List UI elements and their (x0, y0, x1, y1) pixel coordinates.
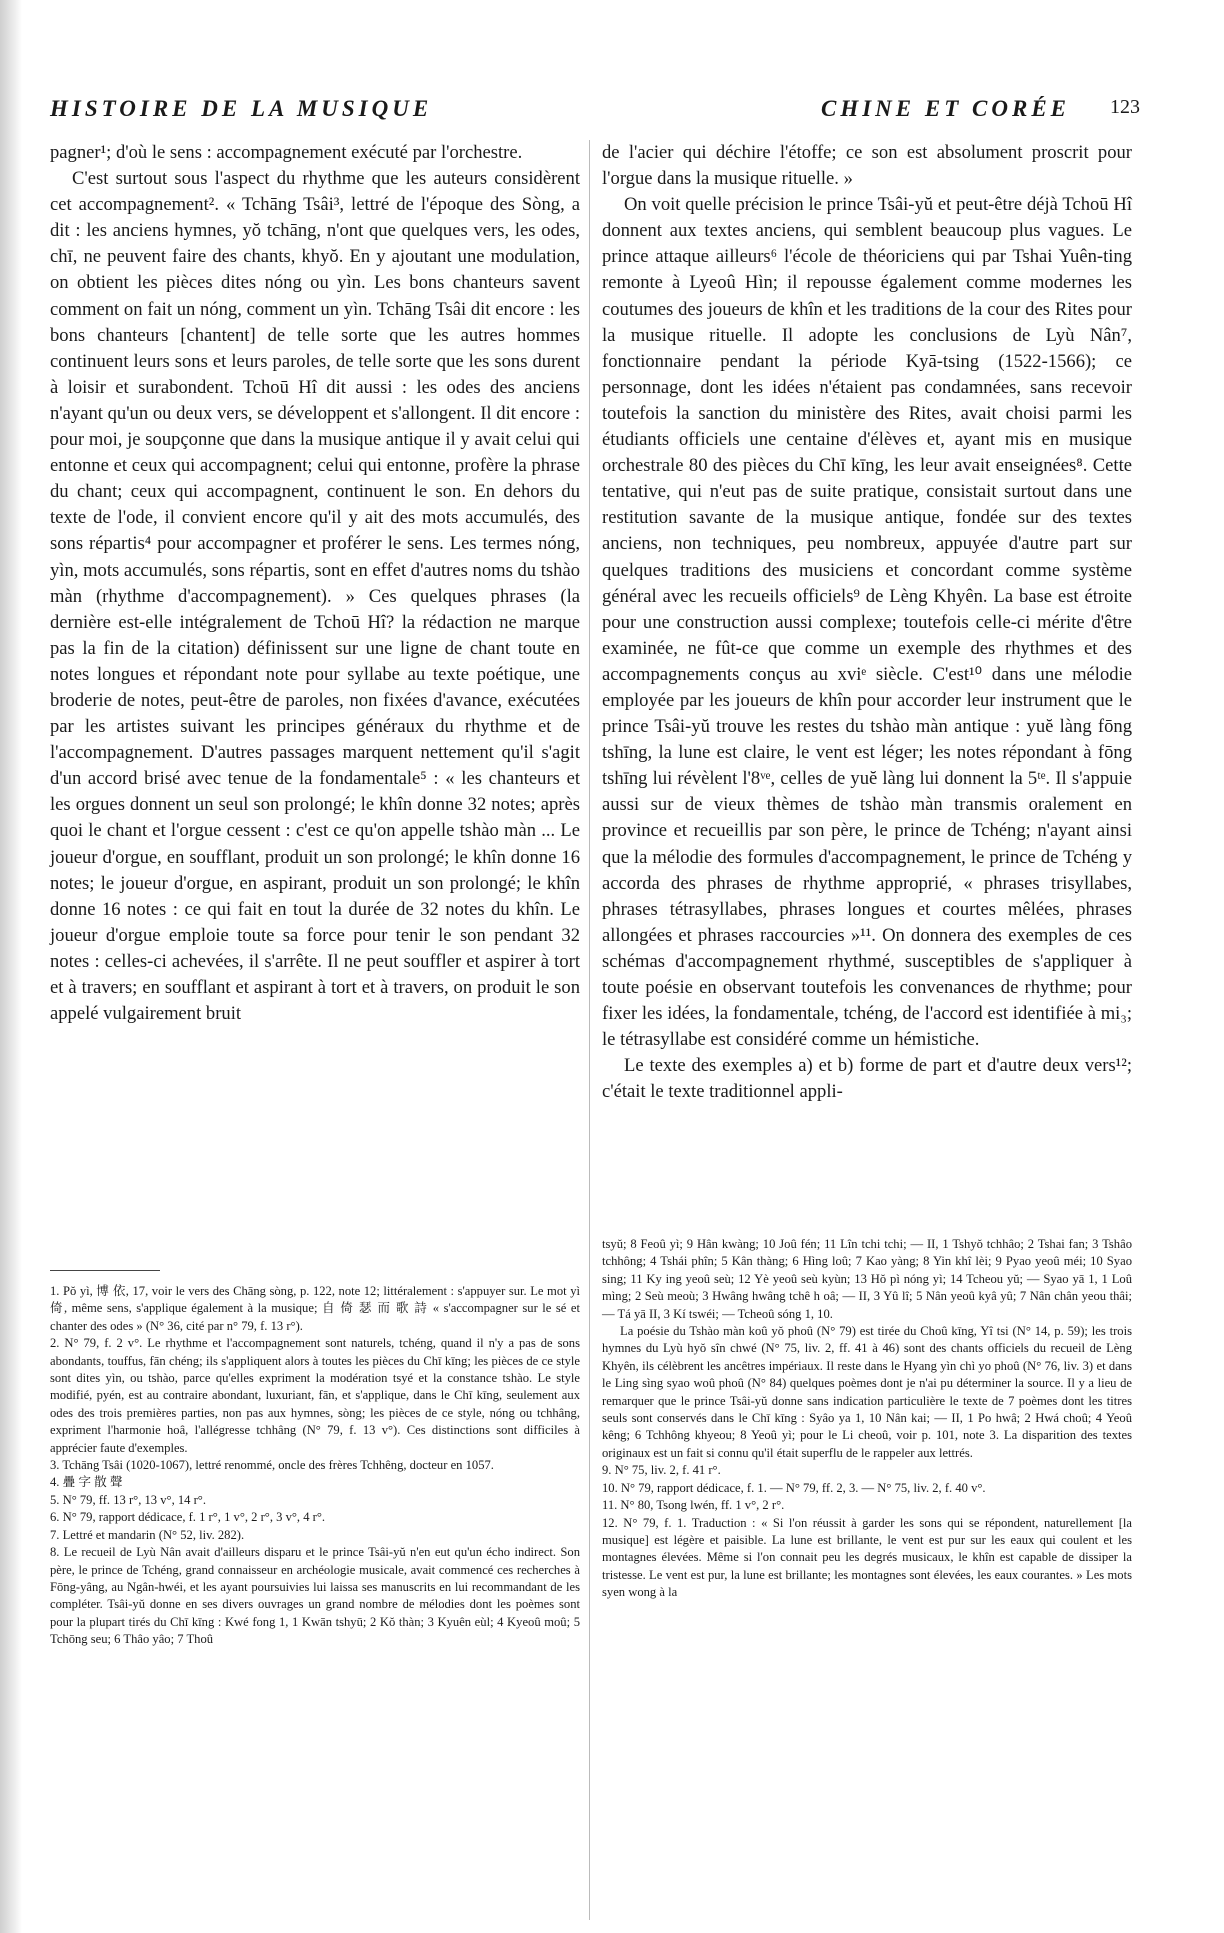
footnote: 9. N° 75, liv. 2, f. 41 r°. (602, 1463, 721, 1478)
footnote: 10. N° 79, rapport dédicace, f. 1. — N° 79, ff. 2, 3. — N° 75, liv. 2, f. 40 v°. (602, 1480, 986, 1495)
footnote: 7. Lettré et mandarin (N° 52, liv. 282). (50, 1527, 245, 1542)
footnote: tsyŭ; 8 Feoû yì; 9 Hân kwàng; 10 Joû fén; 11 Lîn tchi tchi; — II, 1 Tshyŏ tchhâo; 2 Tshai fan; 3 Tshâo tchhông; 4 Tshái phîn; 5 Kân thàng; 6 Hìng loû; 7 Kao yàng; 8 Yin khî lèi; 9 Pyao yeoû méi; 10 Syao sing; 11 Ky ing yeoû seù; 12 Yè yeoû seù kyùn; 13 Hŏ pì nóng yì; 14 Tcheou yŭ; — Syao yā 1, 1 Loû mìng; 2 Seù meoù; 3 Hwâng hwâng tchê h oâ; — II, 3 Yû lî; 5 Nân yeoû kyâ yû; 7 Nân chân yeou thâi; — Tá yā II, 3 Kí tswéi; — Tcheoû sóng 1, 10. (602, 1237, 1132, 1321)
footnote: 5. N° 79, ff. 13 r°, 13 v°, 14 r°. (50, 1492, 206, 1507)
column-divider (589, 140, 590, 1920)
page-number: 123 (1110, 96, 1140, 118)
footnote: 8. Le recueil de Lyù Nân avait d'ailleurs disparu et le prince Tsâi-yŭ n'en eut qu'un écho indirect. Son père, le prince de Tchéng, grand connaisseur en archéologie musicale, avait commencé ces recherches à Fōng-yâng, au Ngân-hwéi, et les ayant poursuivies lui laissa ses manuscrits en lui recommandant de les compléter. Tsâi-yŭ donne en ses divers ouvrages un grand nombre de mélodies dont les poèmes sont pour la plupart tirés du Chī kīng : Kwé fong 1, 1 Kwān tshyū; 2 Kŏ thàn; 3 Kyuên eùl; 4 Kyeoû moû; 5 Tchōng seu; 6 Thâo yâo; 7 Thoû (50, 1545, 580, 1647)
paragraph: C'est surtout sous l'aspect du rhythme que les auteurs considèrent cet accompagnement². « Tchāng Tsâi³, lettré de l'époque des Sòng, a dit : les anciens hymnes, yŏ tchāng, n'ont que quelques vers, les odes, chī, ne peuvent faire des chants, khyŏ. En y ajoutant une modulation, on obtient les pièces dites nóng ou yìn. Les bons chanteurs savent comment on fait un nóng, comment un yìn. Tchāng Tsâi dit encore : les bons chanteurs [chantent] de telle sorte que les autres hommes continuent leurs sons et leurs paroles, de telle sorte que les sons durent à loisir et surabondent. Tchoū Hî dit aussi : les odes des anciens n'ayant qu'un ou deux vers, se développent et s'allongent. Il dit encore : pour moi, je soupçonne que dans la musique antique il y avait celui qui entonne et ceux qui accompagnent; celui qui entonne, profère la phrase du chant; ceux qui accompagnent, continuent le son. En dehors du texte de l'ode, il convient encore qu'il y ait des mots accumulés, des sons répartis⁴ pour accompagner et proférer le sens. Les termes nóng, yìn, mots accumulés, sons répartis, sont en effet d'autres noms du tshào màn (rhythme d'accompagnement). » Ces quelques phrases (la dernière est-elle intégralement de Tchoū Hî? la rédaction ne marque pas la fin de la citation) définissent sur une ligne de chant toute en notes longues et répondant note pour syllabe au texte poétique, une broderie de notes, peut-être de paroles, non fixées d'avance, exécutées par les artistes suivant les principes généraux du rhythme et de l'accompagnement. D'autres passages marquent nettement qu'il s'agit d'un accord brisé avec tenue de la fondamentale⁵ : « les chanteurs et les orgues donnent un seul son prolongé; le khîn donne 32 notes; après quoi le chant et l'orgue cessent : c'est ce qu'on appelle tshào màn ... Le joueur d'orgue, en soufflant, produit un son prolongé; le khîn donne 16 notes; le joueur d'orgue, en aspirant, produit un son prolongé; le khîn donne 16 notes : ce qui fait en tout la durée de 32 notes du khîn. Le joueur d'orgue emploie toute sa force pour tenir le son pendant 32 notes : celles-ci achevées, il s'arrête. Il ne peut souffler et aspirer à tort et à travers; en soufflant et aspirant à tort et à travers, on produit le son appelé vulgairement bruit (50, 168, 580, 1025)
footnote: 12. N° 79, f. 1. Traduction : « Si l'on réussit à garder les sons qui se répondent, naturellement [la musique] est légère et paisible. La lune est brillante, le vent est pur sur les eaux qui coulent et les montagnes élevées. Même si l'on connait peu les degrés musicaux, le khîn est capable de dissiper la tristesse. Le vent est pur, la lune est brillante; les montagnes sont élevées, les eaux courantes. » Les mots syen wong à la (602, 1515, 1132, 1600)
paragraph: pagner¹; d'où le sens : accompagnement exécuté par l'orchestre. (50, 142, 523, 163)
footnote: 3. Tchāng Tsâi (1020-1067), lettré renommé, oncle des frères Tchhêng, docteur en 1057. (50, 1458, 494, 1473)
left-column (50, 140, 580, 1027)
footnote: 4. 疊 字 散 聲 (50, 1475, 123, 1490)
header-right-title: CHINE ET CORÉE (821, 96, 1070, 121)
paragraph: Le texte des exemples a) et b) forme de part et d'autre deux vers¹²; c'était le texte traditionnel appli- (602, 1055, 1132, 1103)
footnotes-right (602, 1236, 1132, 1602)
footnotes-left (50, 1283, 580, 1649)
page-gutter-shadow (0, 0, 22, 1933)
footnote: 6. N° 79, rapport dédicace, f. 1 r°, 1 v°, 2 r°, 3 v°, 4 r°. (50, 1510, 326, 1525)
paragraph: On voit quelle précision le prince Tsâi-yŭ et peut-être déjà Tchoū Hî donnent aux textes anciens, qui semblent beaucoup plus vagues. Le prince attaque ailleurs⁶ l'école de théoriciens qui par Tshai Yuên-ting remonte à Lyeoû Hìn; il repousse également comme modernes les coutumes des joueurs de khîn et les traditions de la cour des Rites pour la musique rituelle. Il adopte les conclusions de Lyù Nân⁷, fonctionnaire pendant la période Kyā-tsing (1522-1566); ce personnage, dont les idées n'étaient pas condamnées, sans recevoir toutefois la sanction du ministère des Rites, avait choisi parmi les étudiants officiels une centaine d'élèves et, ayant mis en musique orchestrale 80 des pièces du Chī kīng, les leur avait enseignées⁸. Cette tentative, qui n'eut pas de suite pratique, consistait surtout dans une restitution savante de la musique antique, fondée sur des textes anciens, non techniques, peu nombreux, appuyée d'autre part sur quelques traditions des musiciens et concordant comme système général avec les recueils officiels⁹ de Lèng Khyên. La base est étroite pour une construction aussi complexe; toutefois celle-ci mérite d'être examinée, ne fût-ce que comme un exemple des rhythmes et des accompagnements conçus au xviᵉ siècle. C'est¹⁰ dans une mélodie employée par les joueurs de khîn pour accorder leur instrument que le prince Tsâi-yŭ trouve les restes du tshào màn antique : yuĕ làng fōng tshīng, la lune est claire, le vent est léger; les notes répondant à fōng tshīng lui révèlent l'8ᵛᵉ, celles de yuĕ làng lui donnent la 5ᵗᵉ. Il s'appuie aussi sur de vieux thèmes de tshào màn transmis oralement en province et recueillis par son père, le prince de Tchéng; n'ayant ainsi que la mélodie des formules d'accompagnement, le prince de Tchéng y accorda des phrases de rhythme approprié, « phrases trisyllabes, phrases tétrasyllabes, phrases longues et courtes mêlées, phrases allongées et phrases raccourcies »¹¹. On donnera des exemples de ces schémas d'accompagnement rhythmé, susceptibles de s'appliquer à toute poésie en observant toutefois les convenances de rhythme; pour fixer les idées, la fondamentale, tchéng, de l'accord est identifiée à mi₃; le tétrasyllabe est considéré comme un hémistiche. (602, 194, 1132, 1051)
paragraph: de l'acier qui déchire l'étoffe; ce son est absolument proscrit pour l'orgue dans la musique rituelle. » (602, 142, 1132, 190)
footnote: 11. N° 80, Tsong lwén, ff. 1 v°, 2 r°. (602, 1498, 785, 1513)
footnote-rule (50, 1270, 160, 1271)
header-left-title: HISTOIRE DE LA MUSIQUE (50, 96, 433, 121)
footnote: 1. Pŏ yì, 博 依, 17, voir le vers des Chāng sòng, p. 122, note 12; littéralement : s'appuyer sur. Le mot yì 倚, même sens, s'applique également à la musique; 自 倚 瑟 而 歌 詩 « s'accompagner sur le sé et chanter des odes » (N° 36, cité par n° 79, f. 13 r°). (50, 1284, 580, 1333)
running-header (50, 96, 1140, 124)
right-column (602, 140, 1132, 1105)
footnote: La poésie du Tshào màn koû yŏ phoû (N° 79) est tirée du Choû kīng, Yî tsi (N° 14, p. 59); les trois hymnes du Lyù hyŏ sîn chwé (N° 75, liv. 2, ff. 41 à 46) sont des chants officiels du recueil de Lèng Khyên, ils célèbrent les ancêtres impériaux. Il reste dans le Hyang yìn chì yo phoû (N° 76, liv. 3) et dans le Ling sìng syao woû phoû (N° 84) quelques poèmes dont je n'ai pu déterminer la source. Il y a lieu de remarquer que le prince Tsâi-yŭ donne sans indication particulière le texte de 7 poèmes dont les titres seuls sont conservés dans le Chī kīng : Syâo ya 1, 10 Nân kai; — II, 1 Po hwâ; 2 Hwá choû; 4 Yeoû kêng; 6 Tchhông khyeou; 8 Yeoû yì; pour le Li cheoû, voir p. 101, note 3. La disparition des textes originaux est un fait si connu qu'il était superflu de le rappeler aux lettrés. (602, 1324, 1132, 1460)
footnote: 2. N° 79, f. 2 v°. Le rhythme et l'accompagnement sont naturels, tchéng, quand il n'y a pas de sons abondants, touffus, fān chéng; ils s'appliquent alors à toutes les pièces du Chī kīng; les pièces de ce style sont dites yìn, ou tshào, parce qu'elles expriment la modération tsyé et la constance tshào. Le style modifié, pyén, est au contraire abondant, luxuriant, fān, et s'applique, dans le Chī kīng, seulement aux odes des trois premières parties, non pas aux hymnes, sòng; les pièces de ce style, nóng ou tchhâng, expriment l'harmonie hoâ, l'allégresse tchhâng (N° 79, f. 13 v°). Ces distinctions sont difficiles à apprécier faute d'exemples. (50, 1336, 580, 1455)
